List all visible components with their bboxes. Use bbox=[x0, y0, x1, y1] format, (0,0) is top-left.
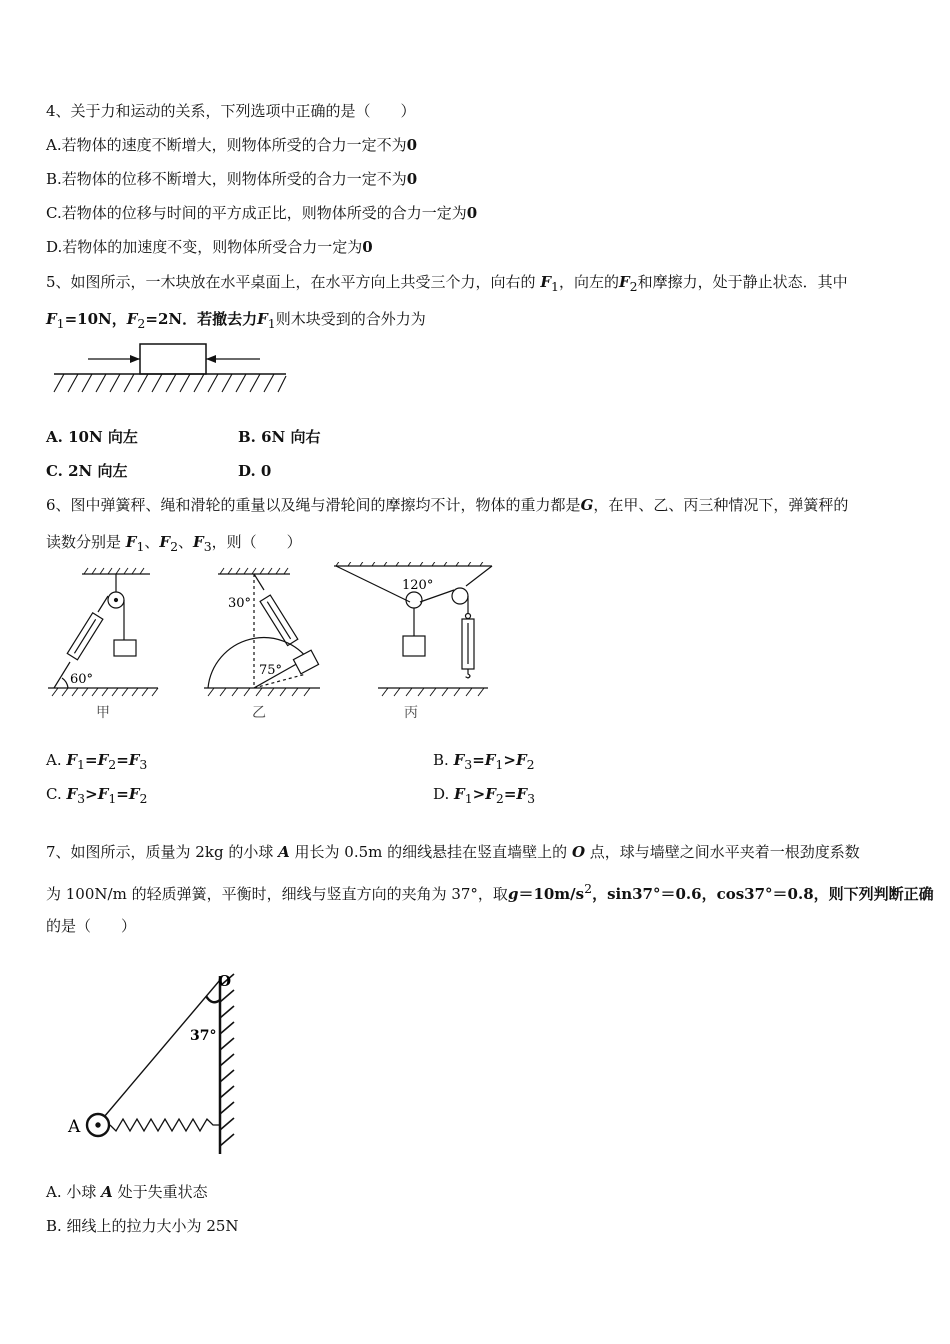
angle-30-label: 30° bbox=[228, 596, 252, 611]
q5-stem-line1: 5、如图所示，一木块放在水平桌面上，在水平方向上共受三个力，向右的 $F_1$，向左的$F_2$和摩擦力，处于静止状态．其中 bbox=[46, 273, 848, 294]
angle-37-label: 37° bbox=[190, 1028, 217, 1044]
pulley-bing-1 bbox=[406, 592, 422, 608]
q4-option-c: C.若物体的位移与时间的平方成正比，则物体所受的合力一定为0 bbox=[46, 204, 478, 222]
q7-figure-ball-spring-wall bbox=[60, 962, 260, 1162]
point-o-label: O bbox=[218, 972, 232, 990]
setup-jia bbox=[48, 568, 158, 696]
q5-figure-block-on-table bbox=[50, 340, 290, 400]
q4-option-d: D.若物体的加速度不变，则物体所受合力一定为0 bbox=[46, 238, 373, 256]
angle-120-label: 120° bbox=[402, 578, 434, 593]
weight-jia bbox=[114, 640, 136, 656]
q5-stem-line2: $F_1=10N$，$F_2=2N$．若撤去力$F_1$则木块受到的合外力为 bbox=[46, 310, 426, 331]
q4-option-a: A.若物体的速度不断增大，则物体所受的合力一定不为0 bbox=[46, 136, 418, 154]
q6-stem-line2: 读数分别是 $F_1$、$F_2$、$F_3$，则（ ） bbox=[46, 533, 302, 554]
q6-option-a: A. $F_1=F_2=F_3$ bbox=[46, 751, 148, 772]
q6-figure-three-setups bbox=[40, 562, 510, 722]
weight-yi bbox=[293, 650, 318, 674]
q6-option-b: B. $F_3=F_1>F_2$ bbox=[433, 751, 535, 772]
weight-bing bbox=[403, 636, 425, 656]
q6-stem-line1: 6、图中弹簧秤、绳和滑轮的重量以及绳与滑轮间的摩擦均不计，物体的重力都是G，在甲、乙、丙三种情况下，弹簧秤的 bbox=[46, 496, 849, 514]
q6-option-d: D. $F_1>F_2=F_3$ bbox=[433, 785, 536, 806]
wall-hatching bbox=[220, 974, 234, 1146]
q5-option-d: D. 0 bbox=[238, 462, 272, 480]
q7-stem-line2: 为 100N/m 的轻质弹簧，平衡时，细线与竖直方向的夹角为 37°，取$g=10m/s^2$，sin37°＝0.6，cos37°＝0.8，则下列判断正确 bbox=[46, 881, 934, 903]
q4-option-b: B.若物体的位移不断增大，则物体所受的合力一定不为0 bbox=[46, 170, 418, 188]
spring-scale-jia bbox=[67, 613, 103, 660]
label-yi: 乙 bbox=[252, 705, 266, 721]
q7-option-b: B. 细线上的拉力大小为 25N bbox=[46, 1217, 239, 1235]
pulley-bing-2 bbox=[452, 588, 468, 604]
q5-option-c: C. 2N 向左 bbox=[46, 462, 128, 480]
label-jia: 甲 bbox=[96, 705, 110, 721]
thread bbox=[104, 980, 220, 1117]
q4-stem: 4、关于力和运动的关系，下列选项中正确的是（ ） bbox=[46, 102, 416, 120]
q7-stem-line1: 7、如图所示，质量为 2kg 的小球 A 用长为 0.5m 的细线悬挂在竖直墙壁上的 O 点，球与墙壁之间水平夹着一根劲度系数 bbox=[46, 843, 860, 861]
spring bbox=[110, 1119, 220, 1131]
q7-option-a: A. 小球 A 处于失重状态 bbox=[46, 1183, 208, 1201]
ball-a-label: A bbox=[68, 1117, 81, 1137]
q7-stem-line3: 的是（ ） bbox=[46, 917, 137, 935]
wooden-block bbox=[140, 344, 206, 374]
q6-option-c: C. $F_3>F_1=F_2$ bbox=[46, 785, 148, 806]
table-hatching bbox=[54, 374, 286, 392]
angle-75-label: 75° bbox=[259, 663, 283, 678]
angle-arc bbox=[206, 996, 220, 1002]
label-bing: 丙 bbox=[404, 705, 418, 721]
q5-option-b: B. 6N 向右 bbox=[238, 428, 321, 446]
angle-60-label: 60° bbox=[70, 672, 94, 687]
q5-option-a: A. 10N 向左 bbox=[46, 428, 138, 446]
